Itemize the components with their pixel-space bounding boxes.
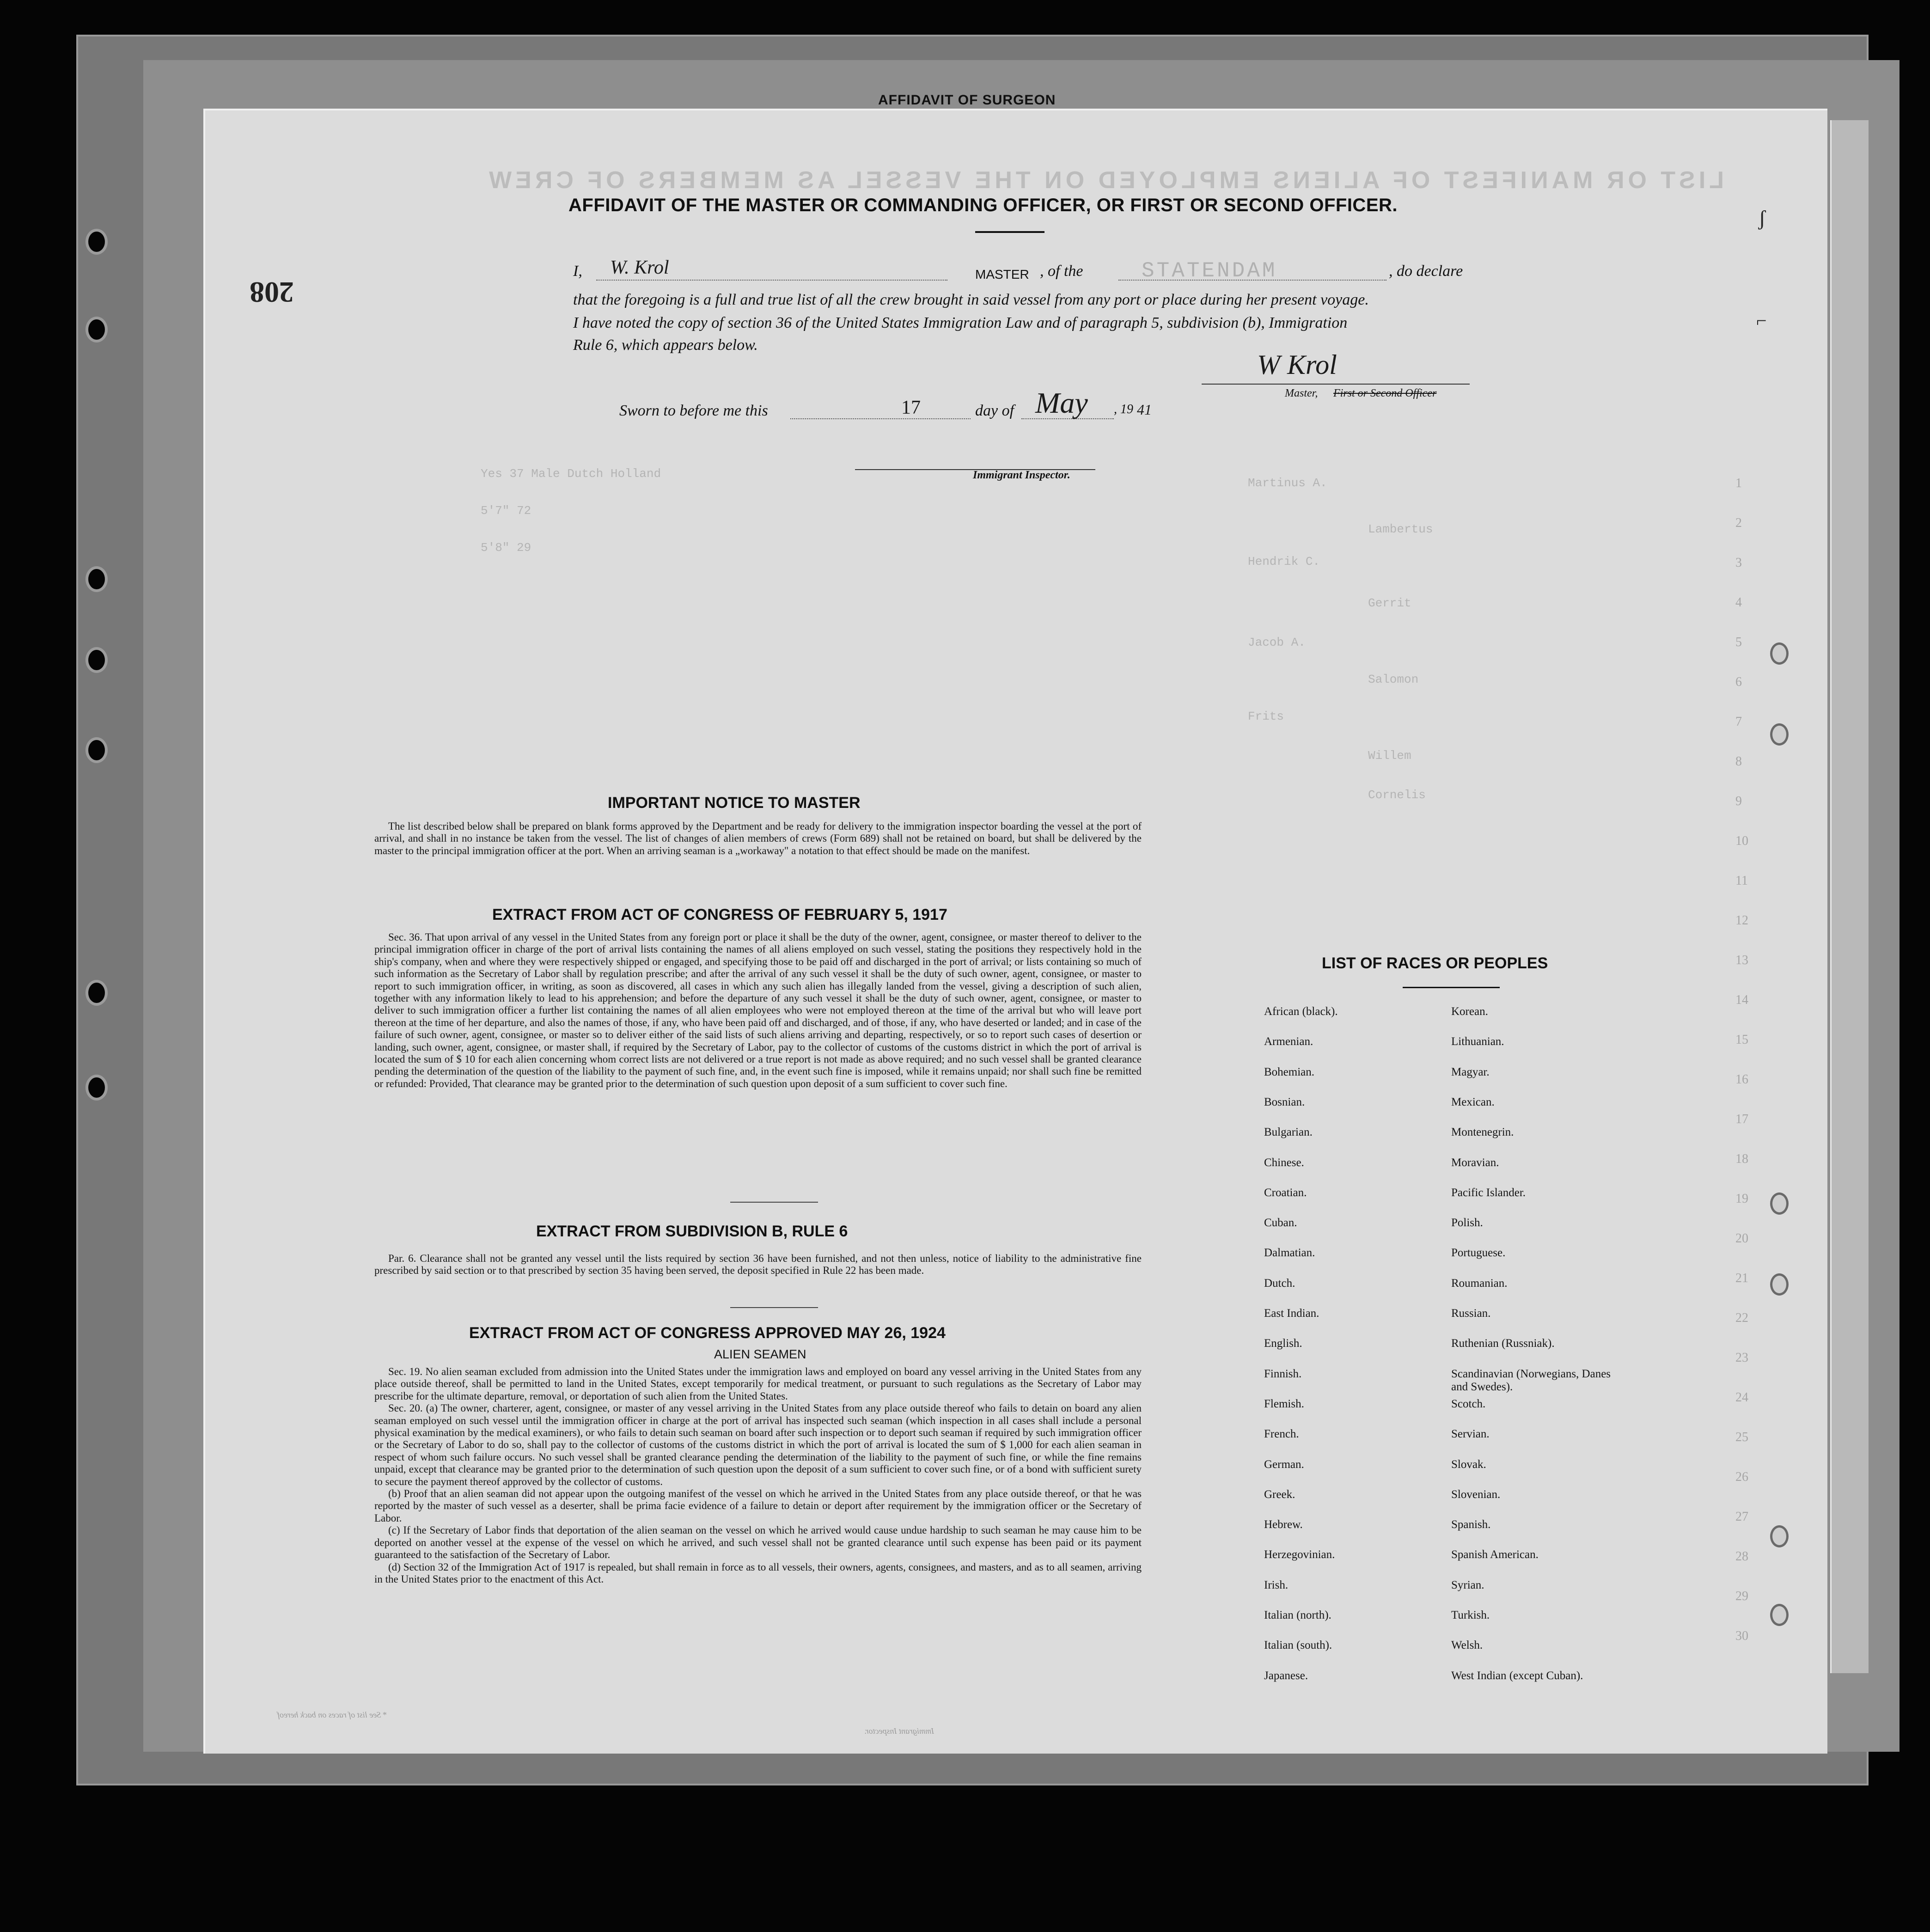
race-item: Dalmatian.	[1264, 1247, 1315, 1259]
race-item: Korean.	[1451, 1005, 1488, 1018]
race-item: Greek.	[1264, 1488, 1295, 1501]
manifest-row-number: 2	[1735, 516, 1742, 530]
title-rule	[975, 231, 1044, 233]
race-item: Herzegovinian.	[1264, 1548, 1335, 1561]
race-item: Turkish.	[1451, 1609, 1490, 1621]
declaration-line-2: that the foregoing is a full and true list of all the crew brought in said vessel from any port or place during her present voyage.	[573, 291, 1369, 308]
race-item: Welsh.	[1451, 1639, 1483, 1652]
manifest-row-number: 14	[1735, 993, 1748, 1007]
punch-hole-icon	[1770, 1273, 1789, 1296]
sec-20c-paragraph: (c) If the Secretary of Labor finds that deportation of the alien seaman on the vessel on which he arrived would cause undue hardship to such seaman he may cause him to be deported on another vessel at the expense of the vessel on which he arrived, and such vessel shall not be granted clearance until such expense has been paid or its payment guaranteed to the satisfaction of the Secretary of Labor.	[374, 1524, 1142, 1561]
manifest-row-number: 19	[1735, 1192, 1748, 1206]
race-item: Italian (south).	[1264, 1639, 1332, 1652]
race-item: Hebrew.	[1264, 1518, 1303, 1531]
race-item: West Indian (except Cuban).	[1451, 1669, 1583, 1682]
manifest-row-number: 6	[1735, 675, 1742, 689]
ghost-text-fragment: Lambertus	[1368, 522, 1433, 536]
race-item: Mexican.	[1451, 1095, 1495, 1108]
day-of-label: day of	[975, 402, 1014, 419]
manifest-row-number: 27	[1735, 1510, 1748, 1524]
race-item: Montenegrin.	[1451, 1126, 1514, 1139]
ghost-text-fragment: Hendrik C.	[1248, 555, 1320, 569]
notice-paragraph: The list described below shall be prepared on blank forms approved by the Department and be ready for delivery to the immigration inspector boarding the vessel at the port of arrival, and shall in no instance be taken from the vessel. The list of changes of alien members of crews (Form 689) shall not be retained on board, but shall be delivered by the master to the principal immigration officer at the port. When an arriving seaman is a „workaway" a notation to that effect should be made on the manifest.	[374, 820, 1142, 856]
race-item: German.	[1264, 1458, 1304, 1471]
rule6-title: EXTRACT FROM SUBDIVISION B, RULE 6	[536, 1223, 848, 1240]
master-label: Master,	[1285, 387, 1318, 399]
race-item: African (black).	[1264, 1005, 1338, 1018]
of-the-label: , of the	[1040, 263, 1083, 280]
manifest-row-number: 28	[1735, 1549, 1748, 1564]
race-item: Japanese.	[1264, 1669, 1308, 1682]
master-signature: W Krol	[1257, 349, 1337, 380]
day-fill-line	[790, 418, 971, 419]
binder-hole-icon	[86, 647, 108, 673]
extract-1917-paragraph: Sec. 36. That upon arrival of any vessel in the United States from any foreign port or place it shall be the duty of the owner, agent, consignee, or master thereof to deliver to the principal immigration officer in charge of the port of arrival lists containing the names of all aliens employed on such vessel, stating the positions they respectively hold in the ship's company, when and where they were respectively shipped or engaged, and specifying those to be paid off and discharged in the port of arrival; or lists containing so much of such information as the Secretary of Labor shall by regulation prescribe; and after the arrival of any such vessel it shall be the duty of such owner, agent, consignee, or master to report to such immigration officer, in writing, as soon as discovered, all cases in which any such alien has illegally landed from the vessel, giving a description of such alien, together with any information likely to lead to his apprehension; and before the departure of any such vessel it shall be the duty of such owner, agent, consignee, or master to deliver to such immigration officer a further list containing the names of all alien employees who were not employed thereon at the time of the arrival but who will leave port thereon at the time of her departure, and also the names of those, if any, who have been paid off and discharged, and of those, if any, who have deserted or landed; and in case of the failure of such owner, agent, consignee, or master so to deliver either of the said lists of such aliens arriving and departing, respectively, or so to report such cases of desertion or landing, such owner, agent, consignee, or master shall, if required by the Secretary of Labor, pay to the collector of customs of the customs district in which the port of arrival is located the sum of $ 10 for each alien concerning whom correct lists are not delivered or a true report is not made as above required; and no such vessel shall be granted clearance pending the determination of the question of the liability to the payment of such fine, and, in the event such fine is imposed, while it remains unpaid; nor shall such fine be remitted or refunded: Provided, That clearance may be granted prior to the determination of such question upon deposit of a sum sufficient to cover such fine.	[374, 931, 1142, 1089]
punch-hole-icon	[1770, 642, 1789, 665]
binder-hole-icon	[86, 317, 108, 342]
manifest-row-number: 13	[1735, 953, 1748, 967]
sworn-day: 17	[901, 397, 921, 418]
sec-20d-paragraph: (d) Section 32 of the Immigration Act of 1917 is repealed, but shall remain in force as to all vessels, their owners, agents, consignees, and masters, and as to all seamen, arriving in the United States prior to the enactment of this Act.	[374, 1561, 1142, 1585]
ghost-text-fragment: Gerrit	[1368, 596, 1411, 610]
race-item: Ruthenian (Russniak).	[1451, 1337, 1555, 1350]
race-item: Scotch.	[1451, 1397, 1486, 1410]
punch-hole-icon	[1770, 723, 1789, 746]
race-item: Slovenian.	[1451, 1488, 1501, 1501]
race-item: Roumanian.	[1451, 1277, 1508, 1290]
race-item: Magyar.	[1451, 1065, 1490, 1078]
inspector-label: Immigrant Inspector.	[973, 469, 1070, 481]
rule6-paragraph: Par. 6. Clearance shall not be granted any vessel until the lists required by section 36 have been furnished, and not then unless, notice of liability to the administrative fine prescribed by said section or to that prescribed by section 35 having been served, the deposit specified in Rule 22 has been made.	[374, 1253, 1142, 1277]
declaration-line-3: I have noted the copy of section 36 of the United States Immigration Law and of paragraph 5, subdivision (b), Immigration	[573, 314, 1348, 331]
race-item: Italian (north).	[1264, 1609, 1331, 1621]
race-item: French.	[1264, 1428, 1299, 1441]
mirrored-manifest-heading: LIST OR MANIFEST OF ALIENS EMPLOYED ON THE VESSEL AS MEMBERS OF CREW	[485, 167, 1724, 194]
race-item: Portuguese.	[1451, 1247, 1506, 1259]
binder-hole-icon	[86, 566, 108, 592]
races-title: LIST OF RACES OR PEOPLES	[1322, 954, 1548, 972]
race-item: East Indian.	[1264, 1307, 1319, 1320]
surgeon-affidavit-header: AFFIDAVIT OF SURGEON	[878, 92, 1056, 108]
punch-hole-icon	[1770, 1192, 1789, 1215]
signer-name: W. Krol	[610, 257, 669, 278]
notice-title: IMPORTANT NOTICE TO MASTER	[608, 794, 861, 812]
race-item: Bulgarian.	[1264, 1126, 1313, 1139]
sec-19-paragraph: Sec. 19. No alien seaman excluded from admission into the United States under the immigration laws and employed on board any vessel arriving in the United States from any place outside thereof, shall be permitted to land in the United States, except temporarily for medical treatment, or pursuant to such regulations as the Secretary of Labor may prescribe for the ultimate departure, removal, or deportation of such alien from the United States.	[374, 1366, 1142, 1402]
ghost-text-fragment: Jacob A.	[1248, 636, 1306, 649]
alien-seamen-subtitle: ALIEN SEAMEN	[714, 1347, 806, 1361]
manifest-row-number: 9	[1735, 794, 1742, 808]
page-stamp-number: 208	[250, 276, 294, 309]
race-item: Armenian.	[1264, 1035, 1313, 1048]
race-item: Bohemian.	[1264, 1065, 1315, 1078]
manifest-row-number: 29	[1735, 1589, 1748, 1603]
binder-hole-icon	[86, 1075, 108, 1101]
manifest-row-number: 10	[1735, 834, 1748, 848]
ghost-text-fragment: Yes 37 Male Dutch Holland	[481, 467, 661, 481]
race-item: Spanish.	[1451, 1518, 1491, 1531]
affidavit-title: AFFIDAVIT OF THE MASTER OR COMMANDING OFFICER, OR FIRST OR SECOND OFFICER.	[568, 195, 1398, 215]
do-declare-label: , do declare	[1389, 263, 1463, 280]
race-item: Finnish.	[1264, 1367, 1302, 1380]
race-item: Chinese.	[1264, 1156, 1304, 1169]
manifest-row-number: 3	[1735, 556, 1742, 570]
margin-mark: ʃ	[1759, 206, 1766, 230]
ghost-text-fragment: Salomon	[1368, 673, 1419, 686]
notice-text	[374, 820, 1142, 857]
race-item: Lithuanian.	[1451, 1035, 1504, 1048]
ghost-text-fragment: Frits	[1248, 709, 1284, 723]
manifest-row-number: 5	[1735, 635, 1742, 649]
declaration-line-4: Rule 6, which appears below.	[573, 336, 758, 354]
extract-1917-text	[374, 931, 1142, 1090]
extract-1924-text	[374, 1366, 1142, 1585]
section-divider	[730, 1202, 818, 1203]
sworn-year: 41	[1137, 401, 1152, 418]
manifest-row-number: 20	[1735, 1231, 1748, 1246]
name-fill-line	[596, 280, 947, 281]
manifest-row-number: 4	[1735, 595, 1742, 610]
manifest-row-number: 22	[1735, 1311, 1748, 1325]
rule6-text	[374, 1253, 1142, 1277]
manifest-row-number: 30	[1735, 1629, 1748, 1643]
year-prefix: , 19	[1114, 402, 1133, 416]
ghost-text-fragment: 5'7" 72	[481, 504, 531, 518]
sec-20a-paragraph: Sec. 20. (a) The owner, charterer, agent, consignee, or master of any vessel arriving in the United States from any place outside thereof who fails to detain on board any alien seaman employed on such vessel until the immigration officer in charge at the port of arrival has inspected such seaman (which inspection in all cases shall include a personal physical examination by the medical examiners), or who fails to detain such seaman on board after such inspection or to deport such seaman if required by such immigration officer or the Secretary of Labor to do so, shall pay to the collector of customs of the customs district in which the port of arrival is located the sum of $ 1,000 for each alien seaman in respect of whom such failure occurs. No such vessel shall be granted clearance pending the determination of the liability to the payment of such fine, or while the fine remains unpaid, except that clearance may be granted prior to the determination of such question upon the deposit of a sum sufficient to cover such fine, or of a bond with sufficient surety to secure the payment thereof approved by the collector of customs.	[374, 1402, 1142, 1487]
manifest-row-number: 1	[1735, 476, 1742, 490]
footer-ghost-text: * See list of races on back hereof	[277, 1710, 387, 1719]
race-item: Croatian.	[1264, 1186, 1307, 1199]
race-item: Polish.	[1451, 1217, 1483, 1229]
manifest-row-number: 18	[1735, 1152, 1748, 1166]
declaration-i: I,	[573, 263, 582, 280]
ghost-text-fragment: Martinus A.	[1248, 476, 1327, 490]
race-item: Irish.	[1264, 1578, 1289, 1591]
sworn-month: May	[1035, 386, 1088, 419]
ghost-text-fragment: Cornelis	[1368, 788, 1426, 802]
manifest-row-number: 24	[1735, 1390, 1748, 1405]
manifest-row-number: 26	[1735, 1470, 1748, 1484]
sec-20b-paragraph: (b) Proof that an alien seaman did not appear upon the outgoing manifest of the vessel on which he arrived in the United States from any place outside thereof, or that he was reported by the master of such vessel as a deserter, shall be prima facie evidence of a failure to detain or deport after requirement by the immigration officer or the Secretary of Labor.	[374, 1488, 1142, 1524]
binder-hole-icon	[86, 737, 108, 763]
manifest-row-number: 12	[1735, 913, 1748, 928]
races-title-rule	[1403, 987, 1500, 988]
race-item: Dutch.	[1264, 1277, 1295, 1290]
punch-hole-icon	[1770, 1525, 1789, 1547]
race-item: Slovak.	[1451, 1458, 1486, 1471]
manifest-row-number: 25	[1735, 1430, 1748, 1444]
manifest-row-number: 7	[1735, 715, 1742, 729]
race-item: Russian.	[1451, 1307, 1491, 1320]
race-item: Spanish American.	[1451, 1548, 1539, 1561]
page-edge-stack	[1830, 120, 1869, 1673]
struck-officer-label: First or Second Officer	[1333, 387, 1437, 399]
race-item: Moravian.	[1451, 1156, 1499, 1169]
signature-line	[1202, 384, 1470, 385]
ghost-text-fragment: 5'8" 29	[481, 541, 531, 555]
vessel-fill-line	[1118, 280, 1386, 281]
punch-hole-icon	[1770, 1604, 1789, 1626]
race-item: Pacific Islander.	[1451, 1186, 1526, 1199]
section-divider	[730, 1307, 818, 1308]
manifest-row-number: 23	[1735, 1351, 1748, 1365]
manifest-row-number: 17	[1735, 1112, 1748, 1126]
sworn-label: Sworn to before me this	[619, 402, 768, 419]
race-item: Servian.	[1451, 1428, 1490, 1441]
race-item: Flemish.	[1264, 1397, 1304, 1410]
race-item: Syrian.	[1451, 1578, 1484, 1591]
manifest-row-number: 16	[1735, 1072, 1748, 1087]
extract-1917-title: EXTRACT FROM ACT OF CONGRESS OF FEBRUARY 5, 1917	[492, 906, 947, 923]
binder-hole-icon	[86, 229, 108, 255]
margin-bracket-icon: ⌐	[1756, 310, 1767, 331]
manifest-row-number: 21	[1735, 1271, 1748, 1285]
extract-1924-title: EXTRACT FROM ACT OF CONGRESS APPROVED MAY 26, 1924	[469, 1324, 946, 1342]
race-item: Bosnian.	[1264, 1095, 1305, 1108]
race-item: English.	[1264, 1337, 1302, 1350]
manifest-row-number: 15	[1735, 1033, 1748, 1047]
manifest-row-number: 8	[1735, 754, 1742, 769]
manifest-row-number: 11	[1735, 874, 1748, 888]
race-item: Scandinavian (Norwegians, Danes and Swedes).	[1451, 1367, 1611, 1393]
rank-label: MASTER	[975, 267, 1029, 281]
footer-ghost-text: Immigrant Inspector.	[864, 1726, 934, 1736]
binder-hole-icon	[86, 980, 108, 1006]
ghost-text-fragment: Willem	[1368, 749, 1411, 763]
vessel-name-ghost: STATENDAM	[1142, 259, 1277, 283]
race-item: Cuban.	[1264, 1217, 1297, 1229]
